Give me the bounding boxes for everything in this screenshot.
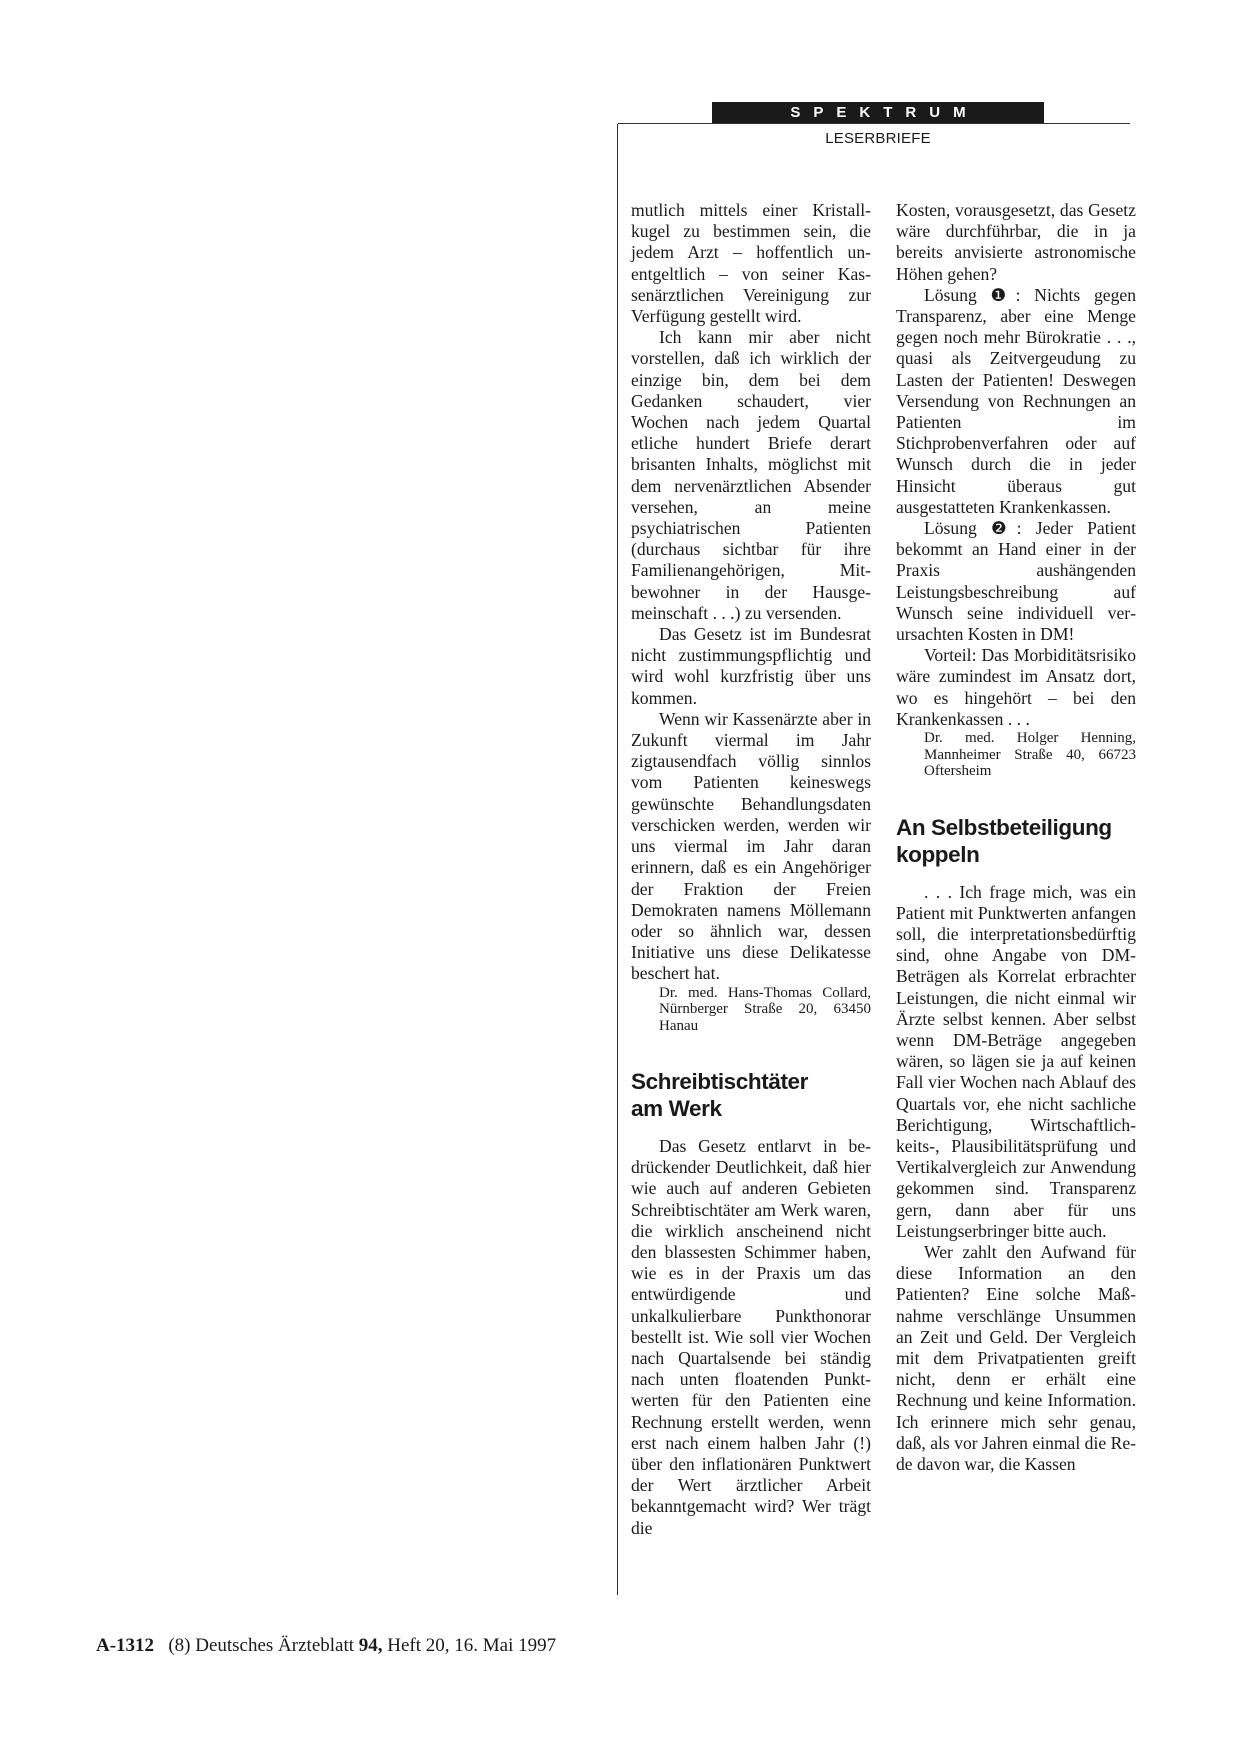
paragraph: mutlich mittels einer Kristallkugel zu bestimmen sein, die jedem Arzt – hoffentlich unentgeltlich – von seiner Kassenärztlichen Vereinigung zur Verfügung gestellt wird. bbox=[631, 200, 871, 327]
journal-name: Deutsches Ärzteblatt bbox=[195, 1635, 355, 1656]
paragraph: Wer zahlt den Aufwand für diese Information an den Patienten? Eine solche Maßnahme verschlänge Unsummen an Zeit und Geld. Der Vergleich mit dem Privatpatienten greift nicht, denn er erhält eine Rechnung und keine Information. Ich erinnere mich sehr genau, daß, als vor Jahren einmal die Rede davon war, die Kassen bbox=[896, 1242, 1136, 1475]
column-left bbox=[631, 200, 871, 1539]
section-band: SPEKTRUM bbox=[712, 102, 1044, 123]
paragraph: Vorteil: Das Morbiditätsrisiko wäre zumindest im Ansatz dort, wo es hingehört – bei den Krankenkassen . . . bbox=[896, 645, 1136, 729]
page-number: A-1312 bbox=[96, 1635, 155, 1656]
paragraph: Das Gesetz ist im Bundesrat nicht zustimmungspflichtig und wird wohl kurzfristig über uns kommen. bbox=[631, 624, 871, 708]
paragraph: . . . Ich frage mich, was ein Patient mit Punktwerten anfangen soll, die interpretationsbedürftig sind, ohne Angabe von DM-Beträgen als Korrelat erbrachter Leistungen, die nicht einmal wir Ärzte selbst kennen. Aber selbst wenn DM-Beträge angegeben wären, so lägen sie ja auf keinen Fall vier Wochen nach Ablauf des Quartals vor, ehe nicht sachliche Berichtigung, Wirtschaftlichkeits-, Plausibilitätsprüfung und Vertikalvergleich zur Anwendung gekommen sind. Transparenz gern, dann aber für uns Leistungserbringer bitte auch. bbox=[896, 881, 1136, 1241]
column-rule bbox=[617, 124, 618, 1595]
paragraph: Lösung ❶: Nichts gegen Transparenz, aber eine Menge gegen noch mehr Bürokratie . . ., quasi als Zeitvergeudung zu Lasten der Patienten! Deswegen Versendung von Rechnungen an Patienten im Stichprobenverfahren oder auf Wunsch durch die in jeder Hinsicht überaus gut ausgestatteten Krankenkassen. bbox=[896, 284, 1136, 517]
paragraph: Ich kann mir aber nicht vorstellen, daß ich wirklich der einzige bin, dem bei dem Gedanken schaudert, vier Wochen nach jedem Quartal etliche hundert Briefe derart brisanten Inhalts, möglichst mit dem nervenärztlichen Absender versehen, an meine psychiatrischen Patienten (durchaus sichtbar für ihre Familienangehörigen, Mitbewohner in der Hausgemeinschaft . . .) zu versenden. bbox=[631, 327, 871, 623]
heading-line: am Werk bbox=[631, 1096, 722, 1122]
article-heading bbox=[631, 1068, 871, 1122]
author-signature: Dr. med. Holger Henning, Mannheimer Straße 40, 66723 Oftersheim bbox=[924, 730, 1136, 780]
issue-date: Heft 20, 16. Mai 1997 bbox=[387, 1635, 557, 1656]
paragraph: Wenn wir Kassenärzte aber in Zukunft viermal im Jahr zigtausendfach völlig sinnlos vom Patienten keineswegs gewünschte Behandlungsdaten verschicken werden, werden wir uns viermal im Jahr daran erinnern, daß es ein Angehöriger der Fraktion der Freien Demokraten namens Möllemann oder so ähnlich war, dessen Initiative uns diese Delikatesse beschert hat. bbox=[631, 708, 871, 984]
volume-number: 94, bbox=[358, 1635, 383, 1656]
heading-line: koppeln bbox=[896, 841, 980, 867]
heading-line: An Selbstbeteiligung bbox=[896, 814, 1112, 840]
issue-page: (8) bbox=[168, 1635, 191, 1656]
author-signature: Dr. med. Hans-Thomas Collard, Nürnberger Straße 20, 63450 Hanau bbox=[659, 984, 871, 1034]
column-right bbox=[896, 200, 1136, 1475]
heading-line: Schreibtischtäter bbox=[631, 1069, 809, 1095]
paragraph: Lösung ❷: Jeder Patient bekommt an Hand einer in der Praxis aushängenden Leistungsbeschreibung auf Wunsch seine individuell verursachten Kosten in DM! bbox=[896, 518, 1136, 645]
paragraph: Kosten, vorausgesetzt, das Gesetz wäre durchführbar, die in ja bereits anvisierte astronomische Höhen gehen? bbox=[896, 200, 1136, 284]
header-rule bbox=[618, 123, 1130, 124]
article-heading bbox=[896, 814, 1136, 868]
section-label: LESERBRIEFE bbox=[825, 130, 931, 147]
page-footer bbox=[96, 1635, 556, 1657]
paragraph: Das Gesetz entlarvt in bedrückender Deutlichkeit, daß hier wie auch auf anderen Gebieten Schreibtischtäter am Werk waren, die wirklich anscheinend nicht den blassesten Schimmer haben, wie es in der Praxis um das entwürdigende und unkalkulierbare Punkthonorar bestellt ist. Wie soll vier Wochen nach Quartalsende bei ständig nach unten floatenden Punktwerten für den Patienten eine Rechnung erstellt werden, wenn erst nach einem halben Jahr (!) über den inflationären Punktwert der Wert ärztlicher Arbeit bekanntgemacht wird? Wer trägt die bbox=[631, 1136, 871, 1538]
